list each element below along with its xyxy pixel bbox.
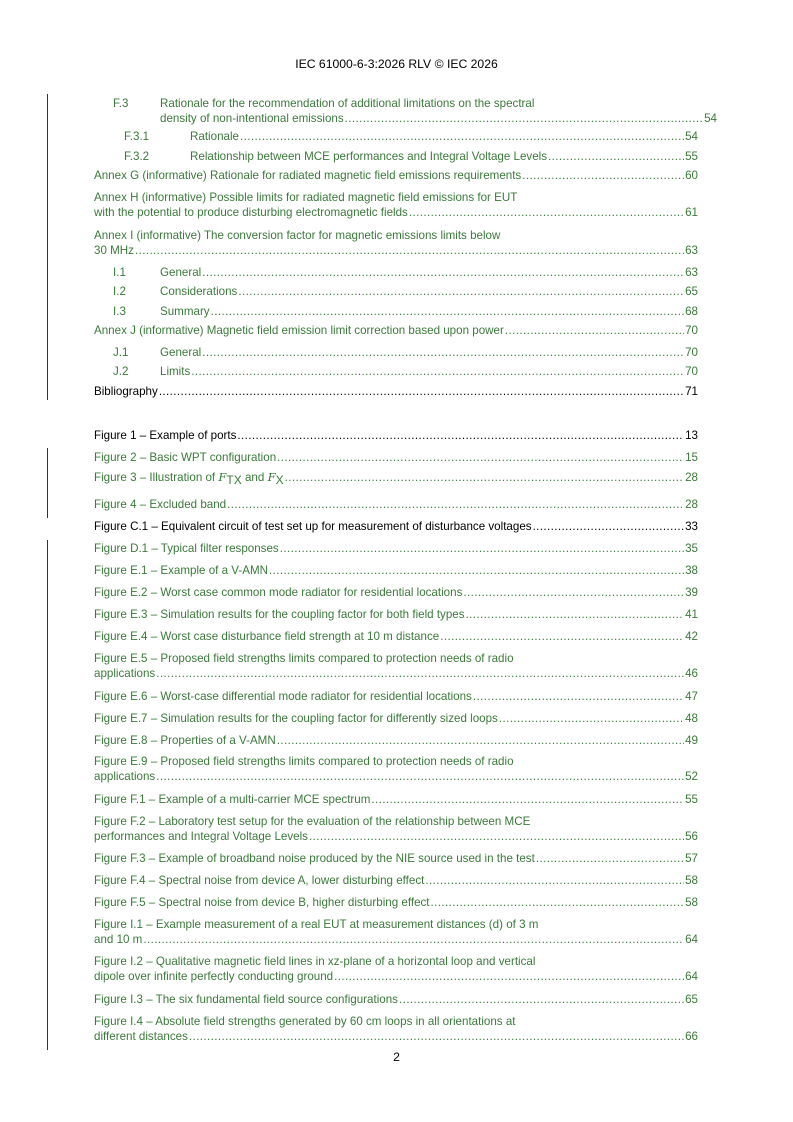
toc-leader: [211, 304, 684, 319]
toc-title: Rationale for the recommendation of additional limitations on the spectral: [160, 97, 535, 110]
figure-entry[interactable]: [94, 917, 698, 947]
toc-entry-j1[interactable]: [94, 345, 698, 360]
toc-page: 70: [685, 365, 698, 378]
figure-title: Figure F.3 – Example of broadband noise produced by the NIE source used in the test: [94, 852, 535, 865]
figure-title: Figure F.2 – Laboratory test setup for the evaluation of the relationship between MCE: [94, 815, 531, 828]
figure-page: 58: [685, 874, 698, 887]
figure-entry[interactable]: [94, 1014, 698, 1044]
figure-entry[interactable]: [94, 689, 698, 704]
subscript-x: X: [275, 473, 284, 487]
figure-title: Figure E.1 – Example of a V-AMN: [94, 564, 268, 577]
figure-title-cont: performances and Integral Voltage Levels: [94, 830, 308, 843]
toc-leader: [431, 895, 685, 910]
toc-number: F.3.1: [124, 130, 150, 143]
figure-page: 46: [685, 667, 698, 680]
toc-leader: [277, 450, 684, 465]
toc-leader: [409, 205, 684, 220]
toc-leader: [533, 519, 685, 534]
figure-entry[interactable]: [94, 954, 698, 984]
toc-leader: [191, 364, 684, 379]
toc-entry-f3-2[interactable]: [94, 149, 698, 164]
toc-entry-annex-j[interactable]: [94, 323, 698, 338]
toc-title: General: [160, 266, 202, 279]
change-bar: [47, 94, 48, 400]
figure-title: Figure C.1 – Equivalent circuit of test set up for measurement of disturbance voltages: [94, 520, 532, 533]
toc-page: 54: [704, 112, 717, 125]
toc-leader: [240, 129, 684, 144]
toc-title-cont: 30 MHz: [94, 244, 134, 257]
figure-entry[interactable]: [94, 541, 698, 556]
toc-entry-i3[interactable]: [94, 304, 698, 319]
toc-title: Rationale: [190, 130, 239, 143]
toc-leader: [522, 168, 684, 183]
figure-entry[interactable]: [94, 629, 698, 644]
toc-number: I.1: [113, 266, 126, 279]
toc-page: 60: [685, 169, 698, 182]
toc-page: 70: [685, 346, 698, 359]
figure-title-cont: and 10 m: [94, 933, 143, 946]
figure-page: 56: [685, 830, 698, 843]
toc-title-cont: with the potential to produce disturbing electromagnetic fields: [94, 206, 408, 219]
toc-leader: [189, 1029, 684, 1044]
toc-leader: [156, 666, 684, 681]
figure-page: 48: [685, 712, 698, 725]
toc-leader: [237, 428, 684, 443]
toc-leader: [499, 711, 684, 726]
figure-entry[interactable]: [94, 851, 698, 866]
toc-leader: [334, 969, 684, 984]
figure-title: Figure F.4 – Spectral noise from device A, lower disturbing effect: [94, 874, 425, 887]
symbol-f: F: [218, 470, 227, 484]
subscript-tx: TX: [226, 473, 242, 487]
figure-page: 49: [685, 734, 698, 747]
figure-entry[interactable]: [94, 519, 698, 534]
toc-leader: [202, 345, 684, 360]
toc-leader: [466, 607, 685, 622]
figure-page: 52: [685, 770, 698, 783]
figure-title: Figure F.5 – Spectral noise from device B, higher disturbing effect: [94, 896, 430, 909]
figure-page: 41: [685, 608, 698, 621]
toc-leader: [473, 689, 684, 704]
toc-title: Relationship between MCE performances and Integral Voltage Levels: [190, 150, 548, 163]
toc-title: Annex H (informative) Possible limits for radiated magnetic field emissions for EUT: [94, 191, 518, 204]
toc-leader: [227, 497, 684, 512]
toc-leader: [505, 323, 684, 338]
figure-page: 28: [685, 498, 698, 511]
toc-leader: [143, 932, 684, 947]
toc-leader: [548, 149, 684, 164]
toc-leader: [280, 541, 684, 556]
figure-title: Figure E.3 – Simulation results for the coupling factor for both field types: [94, 608, 465, 621]
figure-title: Figure E.5 – Proposed field strengths limits compared to protection needs of radio: [94, 652, 514, 665]
figure-title: Figure E.2 – Worst case common mode radiator for residential locations: [94, 586, 463, 599]
figure-title: Figure E.4 – Worst case disturbance field strength at 10 m distance: [94, 630, 440, 643]
toc-leader: [536, 851, 684, 866]
toc-entry-f3[interactable]: [94, 96, 717, 126]
figure-entry[interactable]: [94, 711, 698, 726]
figure-entry[interactable]: [94, 992, 698, 1007]
figure-title: Figure I.3 – The six fundamental field source configurations: [94, 993, 398, 1006]
toc-title-cont: density of non-intentional emissions: [160, 112, 344, 125]
figure-entry[interactable]: [94, 814, 698, 844]
figure-title: Figure E.7 – Simulation results for the coupling factor for differently sized loops: [94, 712, 498, 725]
toc-entry-annex-g[interactable]: [94, 168, 698, 183]
figure-entry[interactable]: [94, 754, 698, 784]
figure-title-cont: dipole over infinite perfectly conducting ground: [94, 970, 334, 983]
change-bar: [47, 448, 48, 518]
figure-title-mid: and: [241, 471, 268, 484]
toc-leader: [159, 384, 684, 399]
figure-page: 66: [685, 1030, 698, 1043]
toc-leader: [309, 829, 684, 844]
figure-page: 47: [685, 690, 698, 703]
toc-entry-annex-i[interactable]: [94, 228, 698, 258]
toc-entry-i1[interactable]: [94, 265, 698, 280]
figure-page: 42: [685, 630, 698, 643]
figure-title: Figure I.1 – Example measurement of a real EUT at measurement distances (d) of 3 m: [94, 918, 539, 931]
toc-title: Annex I (informative) The conversion factor for magnetic emissions limits below: [94, 229, 501, 242]
toc-leader: [277, 733, 684, 748]
figure-entry[interactable]: [94, 895, 698, 910]
figure-title: Figure E.8 – Properties of a V-AMN: [94, 734, 276, 747]
toc-leader: [345, 111, 703, 126]
toc-page: 54: [685, 130, 698, 143]
toc-page: 68: [685, 305, 698, 318]
toc-number: J.2: [113, 365, 129, 378]
toc-number: J.1: [113, 346, 129, 359]
figure-title-cont: different distances: [94, 1030, 188, 1043]
toc-entry-i2[interactable]: [94, 284, 698, 299]
figure-title: Figure D.1 – Typical filter responses: [94, 542, 279, 555]
figure-title: Figure 1 – Example of ports: [94, 429, 237, 442]
figure-title: Figure E.9 – Proposed field strengths limits compared to protection needs of radio: [94, 755, 514, 768]
figure-entry[interactable]: [94, 792, 698, 807]
figure-entry[interactable]: [94, 651, 698, 681]
figure-entry[interactable]: [94, 497, 698, 512]
toc-page: 61: [685, 206, 698, 219]
figure-title: [94, 470, 284, 485]
toc-leader: [440, 629, 684, 644]
figure-title: Figure I.4 – Absolute field strengths generated by 60 cm loops in all orientations at: [94, 1015, 516, 1028]
toc-number: I.2: [113, 285, 126, 298]
toc-entry-f3-1[interactable]: [94, 129, 698, 144]
toc-leader: [269, 563, 684, 578]
figure-title: Figure 2 – Basic WPT configuration: [94, 451, 277, 464]
figure-title-prefix: Figure 3 – Illustration of: [94, 471, 219, 484]
figure-entry[interactable]: [94, 563, 698, 578]
toc-leader: [135, 243, 684, 258]
toc-title: General: [160, 346, 202, 359]
figure-entry[interactable]: [94, 733, 698, 748]
toc-number: F.3: [113, 97, 129, 110]
toc-title: Annex J (informative) Magnetic field emission limit correction based upon power: [94, 324, 504, 337]
toc-leader: [238, 284, 684, 299]
toc-leader: [371, 792, 684, 807]
figure-page: 28: [685, 471, 698, 484]
toc-page: 65: [685, 285, 698, 298]
symbol-f: F: [267, 470, 276, 484]
figure-page: 35: [685, 542, 698, 555]
figure-entry[interactable]: [94, 470, 698, 485]
figure-entry[interactable]: [94, 450, 698, 465]
figure-entry[interactable]: [94, 428, 698, 443]
toc-entry-j2[interactable]: [94, 364, 698, 379]
figure-entry[interactable]: [94, 585, 698, 600]
toc-page: 63: [685, 266, 698, 279]
figure-page: 13: [685, 429, 698, 442]
figure-title: Figure E.6 – Worst-case differential mode radiator for residential locations: [94, 690, 472, 703]
toc-title: Limits: [160, 365, 191, 378]
figure-page: 64: [685, 970, 698, 983]
toc-title: Bibliography: [94, 385, 158, 398]
figure-page: 55: [685, 793, 698, 806]
toc-leader: [156, 769, 684, 784]
figure-entry[interactable]: [94, 607, 698, 622]
figure-page: 64: [685, 933, 698, 946]
figure-page: 58: [685, 896, 698, 909]
figure-page: 38: [685, 564, 698, 577]
figure-entry[interactable]: [94, 873, 698, 888]
page-header: IEC 61000-6-3:2026 RLV © IEC 2026: [295, 57, 498, 71]
figure-title-cont: applications: [94, 770, 156, 783]
figure-title: Figure F.1 – Example of a multi-carrier MCE spectrum: [94, 793, 371, 806]
figure-page: 57: [685, 852, 698, 865]
figure-page: 15: [685, 451, 698, 464]
toc-leader: [285, 470, 684, 485]
toc-title: Annex G (informative) Rationale for radiated magnetic field emissions requirements: [94, 169, 522, 182]
toc-page: 71: [685, 385, 698, 398]
toc-page: 63: [685, 244, 698, 257]
toc-number: F.3.2: [124, 150, 150, 163]
toc-title: Considerations: [160, 285, 238, 298]
toc-entry-bibliography[interactable]: [94, 384, 698, 399]
toc-number: I.3: [113, 305, 126, 318]
figure-page: 39: [685, 586, 698, 599]
toc-page: 70: [685, 324, 698, 337]
change-bar: [47, 540, 48, 1050]
figure-page: 65: [685, 993, 698, 1006]
toc-entry-annex-h[interactable]: [94, 190, 698, 220]
toc-leader: [399, 992, 684, 1007]
toc-page: 55: [685, 150, 698, 163]
figure-title: Figure 4 – Excluded band: [94, 498, 227, 511]
toc-title: Summary: [160, 305, 210, 318]
figure-title-cont: applications: [94, 667, 156, 680]
toc-leader: [463, 585, 684, 600]
toc-leader: [202, 265, 684, 280]
page-number: 2: [393, 1050, 400, 1064]
toc-leader: [425, 873, 684, 888]
figure-title: Figure I.2 – Qualitative magnetic field lines in xz-plane of a horizontal loop and vertical: [94, 955, 536, 968]
figure-page: 33: [685, 520, 698, 533]
